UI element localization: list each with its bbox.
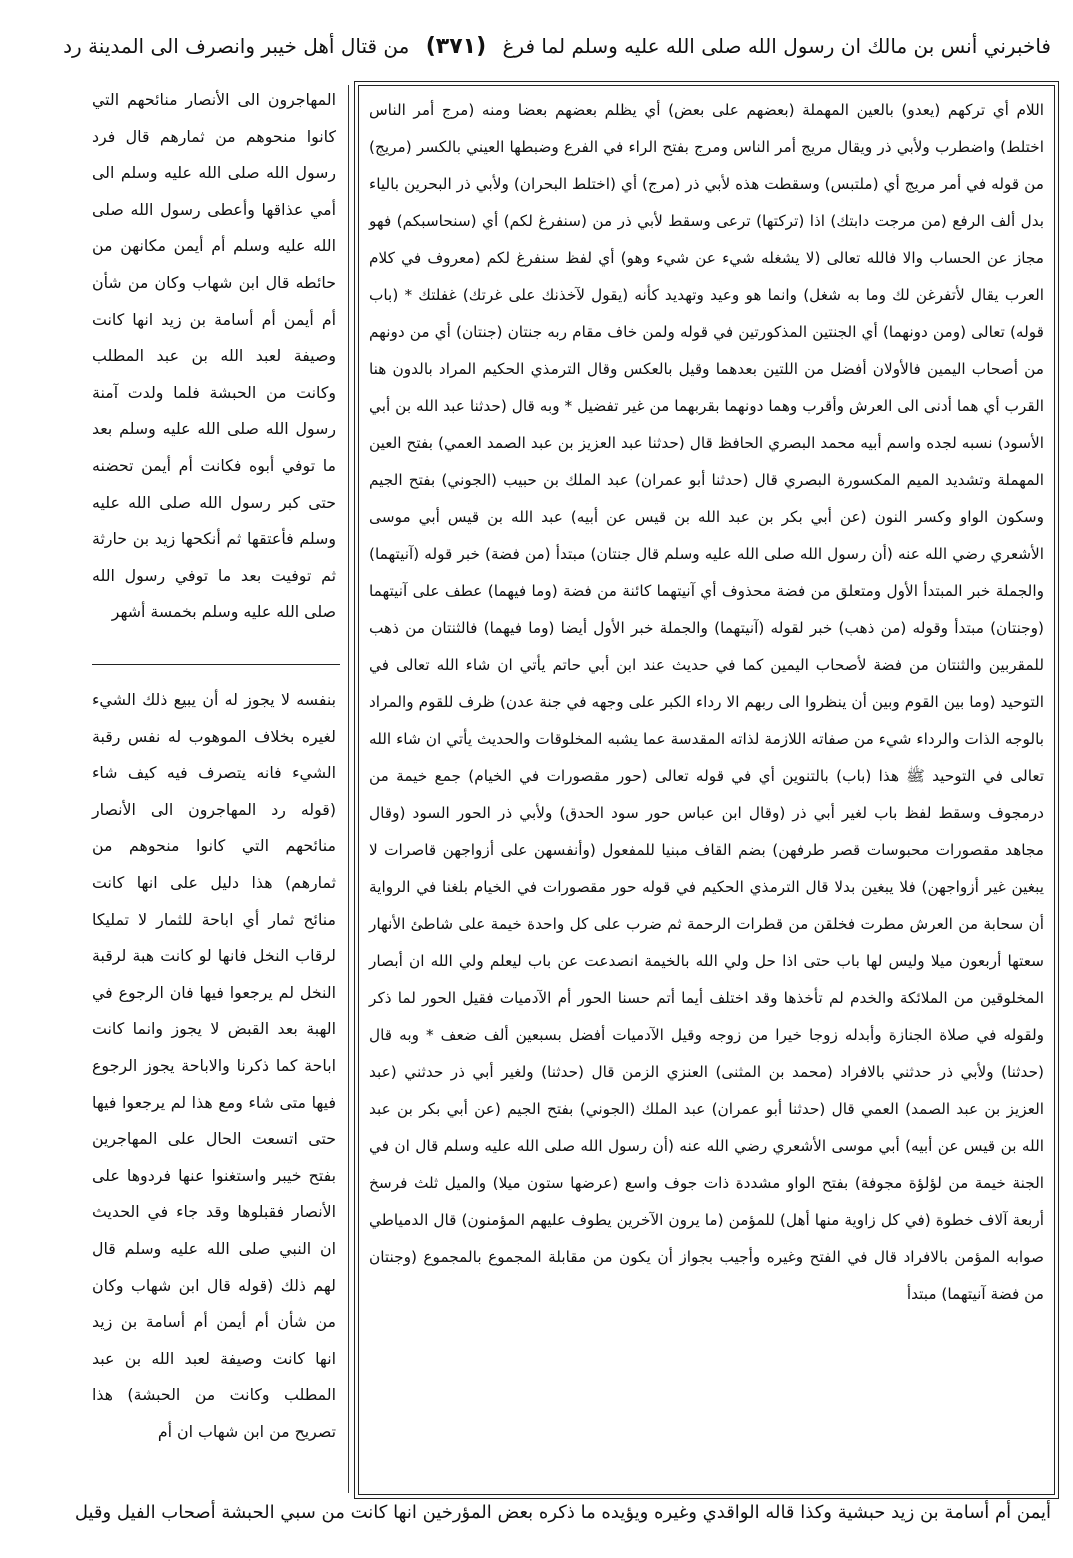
main-commentary-column — [358, 85, 1055, 1495]
column-separator — [348, 85, 349, 1493]
hadith-text-column — [88, 80, 340, 658]
header-text-right: فاخبرني أنس بن مالك ان رسول الله صلى الله عليه وسلم لما فرغ — [502, 34, 1051, 58]
footer-text: أيمن أم أسامة بن زيد حبشية وكذا قاله الواقدي وغيره ويؤيده ما ذكره بعض المؤرخين انها كانت من سبي الحبشة أصحاب الفيل وقيل — [74, 1502, 1051, 1523]
main-commentary-text: اللام أي تركهم (يعدو) بالعين المهملة (بعضهم على بعض) أي يظلم بعضهم بعضا ومنه (مرج أمر الناس اختلط) واضطرب ولأبي ذر ويقال مريج أمر الناس ومرج بفتح الراء في الفرع وضبطها العيني بالكسر (مريج) من قوله في أمر مريج أي (ملتبس) وسقطت هذه لأبي ذر (مرج) أي (اختلط البحران) ولأبي ذر البحرين بالياء بدل ألف الرفع (من مرجت دابتك) اذا (تركتها) ترعى وسقط لأبي ذر من (سنفرغ لكم) أي (سنحاسبكم) فهو مجاز عن الحساب والا فالله تعالى (لا يشغله شيء عن شيء وهو) أي لفظ سنفرغ لكم (معروف في كلام العرب يقال لأتفرغن لك وما به شغل) وانما هو وعيد وتهديد كأنه (يقول لآخذنك على غرتك) غفلتك * (باب قوله) تعالى (ومن دونهما) أي الجنتين المذكورتين في قوله ولمن خاف مقام ربه جنتان (جنتان) أي من دونهم من أصحاب اليمين فالأولان أفضل من اللتين بعدهما وقيل بالعكس وقال الترمذي الحكيم المراد بالدون هنا القرب أي هما أدنى الى العرش وأقرب وهما دونهما بقربهما من غير تفضيل * وبه قال (حدثنا عبد الله بن أبي الأسود) نسبه لجده واسم أبيه محمد البصري الحافظ قال (حدثنا عبد العزيز بن عبد الصمد العمي) بفتح العين المهملة وتشديد الميم المكسورة البصري قال (حدثنا أبو عمران) عبد الملك بن حبيب (الجوني) بفتح الجيم وسكون الواو وكسر النون (عن أبي بكر بن عبد الله بن قيس عن أبيه) عبد الله بن قيس أبي موسى الأشعري رضي الله عنه (أن رسول الله صلى الله عليه وسلم قال جنتان) مبتدأ (من فضة) خبر قوله (آنيتهما) والجملة خبر المبتدأ الأول ومتعلق من فضة محذوف أي آنيتهما كائنة من فضة (وما فيهما) عطف على آنيتهما (وجنتان) مبتدأ وقوله (من ذهب) خبر لقوله (آنيتهما) والجملة خبر الأول أيضا (وما فيهما) فالثنتان من ذهب للمقربين والثنتان من فضة لأصحاب اليمين كما في حديث عند ابن أبي حاتم يأتي ان شاء الله تعالى في التوحيد (وما بين القوم وبين أن ينظروا الى ربهم الا رداء الكبر على وجهه في جنة عدن) ظرف للقوم والمراد بالوجه الذات والرداء شيء من صفاته اللازمة لذاته المقدسة عما يشبه المخلوقات والحديث يأتي ان شاء الله تعالى في التوحيد ﷺ هذا (باب) بالتنوين أي في قوله تعالى (حور مقصورات في الخيام) جمع خيمة من درمجوف وسقط لفظ باب لغير أبي ذر (وقال ابن عباس حور سود الحدق) ولأبي ذر الحور السود (وقال مجاهد مقصورات محبوسات قصر طرفهن) بضم القاف مبنيا للمفعول (وأنفسهن على أزواجهن قاصرات لا يبغين غير أزواجهن) فلا يبغين بدلا قال الترمذي الحكيم في قوله حور مقصورات في الخيام بلغنا في الرواية أن سحابة من العرش مطرت فخلقن من قطرات الرحمة ثم ضرب على كل واحدة خيمة على شاطئ الأنهار سعتها أربعون ميلا وليس لها باب حتى اذا حل ولي الله بالخيمة انصدعت عن باب ليعلم ولي الله ان أبصار المخلوقين من الملائكة والخدم لم تأخذها وقد اختلف أيما أتم حسنا الحور أم الآدميات فقيل الحور لما ذكر ولقوله في صلاة الجنازة وأبدله زوجا خيرا من زوجه وقيل الآدميات أفضل بسبعين ألف ضعف * وبه قال (حدثنا) ولأبي ذر حدثني بالافراد (محمد بن المثنى) العنزي الزمن قال (حدثنا) ولغير أبي ذر حدثني (عبد العزيز بن عبد الصمد) العمي قال (حدثنا أبو عمران) عبد الملك (الجوني) بفتح الجيم (عن أبي بكر بن عبد الله بن قيس عن أبيه) أبي موسى الأشعري رضي الله عنه (أن رسول الله صلى الله عليه وسلم قال ان في الجنة خيمة من لؤلؤة مجوفة) بفتح الواو مشددة ذات جوف واسع (عرضها ستون ميلا) والميل ثلث فرسخ أربعة آلاف خطوة (في كل زاوية منها أهل) للمؤمن (ما يرون الآخرين يطوف عليهم المؤمنون) قال الدمياطي صوابه المؤمن بالافراد قال في الفتح وغيره وأجيب بجواز أن يكون من مقابلة المجموع بالمجموع (وجنتان من فضة آنيتهما) مبتدأ — [369, 101, 1044, 1303]
page-header — [22, 20, 1051, 72]
hadith-text: المهاجرون الى الأنصار منائحهم التي كانوا منحوهم من ثمارهم قال فرد رسول الله صلى الله عليه وسلم الى أمي عذاقها وأعطى رسول الله صلى الله عليه وسلم أم أيمن مكانهن من حائطه قال ابن شهاب وكان من شأن أم أيمن أم أسامة بن زيد انها كانت وصيفة لعبد الله بن عبد المطلب وكانت من الحبشة فلما ولدت آمنة رسول الله صلى الله عليه وسلم بعد ما توفي أبوه فكانت أم أيمن تحضنه حتى كبر رسول الله صلى الله عليه وسلم فأعتقها ثم أنكحها زيد بن حارثة ثم توفيت بعد ما توفي رسول الله صلى الله عليه وسلم بخمسة أشهر — [92, 90, 336, 622]
marginal-commentary-column — [88, 680, 340, 1490]
side-divider — [92, 664, 340, 665]
page-footer — [22, 1500, 1051, 1552]
header-text-left: من قتال أهل خيبر وانصرف الى المدينة رد — [63, 34, 410, 58]
page-number: (۳۷۱) — [425, 34, 487, 59]
marginal-commentary-text: بنفسه لا يجوز له أن يبيع ذلك الشيء لغيره بخلاف الموهوب له نفس رقبة الشيء فانه يتصرف فيه كيف شاء (قوله رد المهاجرون الى الأنصار منائحهم التي كانوا منحوهم من ثمارهم) هذا دليل على انها كانت منائح ثمار أي اباحة للثمار لا تمليكا لرقاب النخل فانها لو كانت هبة لرقبة النخل لم يرجعوا فيها فان الرجوع في الهبة بعد القبض لا يجوز وانما كانت اباحة كما ذكرنا والاباحة يجوز الرجوع فيها متى شاء ومع هذا لم يرجعوا فيها حتى اتسعت الحال على المهاجرين بفتح خيبر واستغنوا عنها فردوها على الأنصار فقبلوها وقد جاء في الحديث ان النبي صلى الله عليه وسلم قال لهم ذلك (قوله قال ابن شهاب وكان من شأن أم أيمن أم أسامة بن زيد انها كانت وصيفة لعبد الله بن عبد المطلب وكانت من الحبشة) هذا تصريح من ابن شهاب ان أم — [92, 690, 336, 1441]
